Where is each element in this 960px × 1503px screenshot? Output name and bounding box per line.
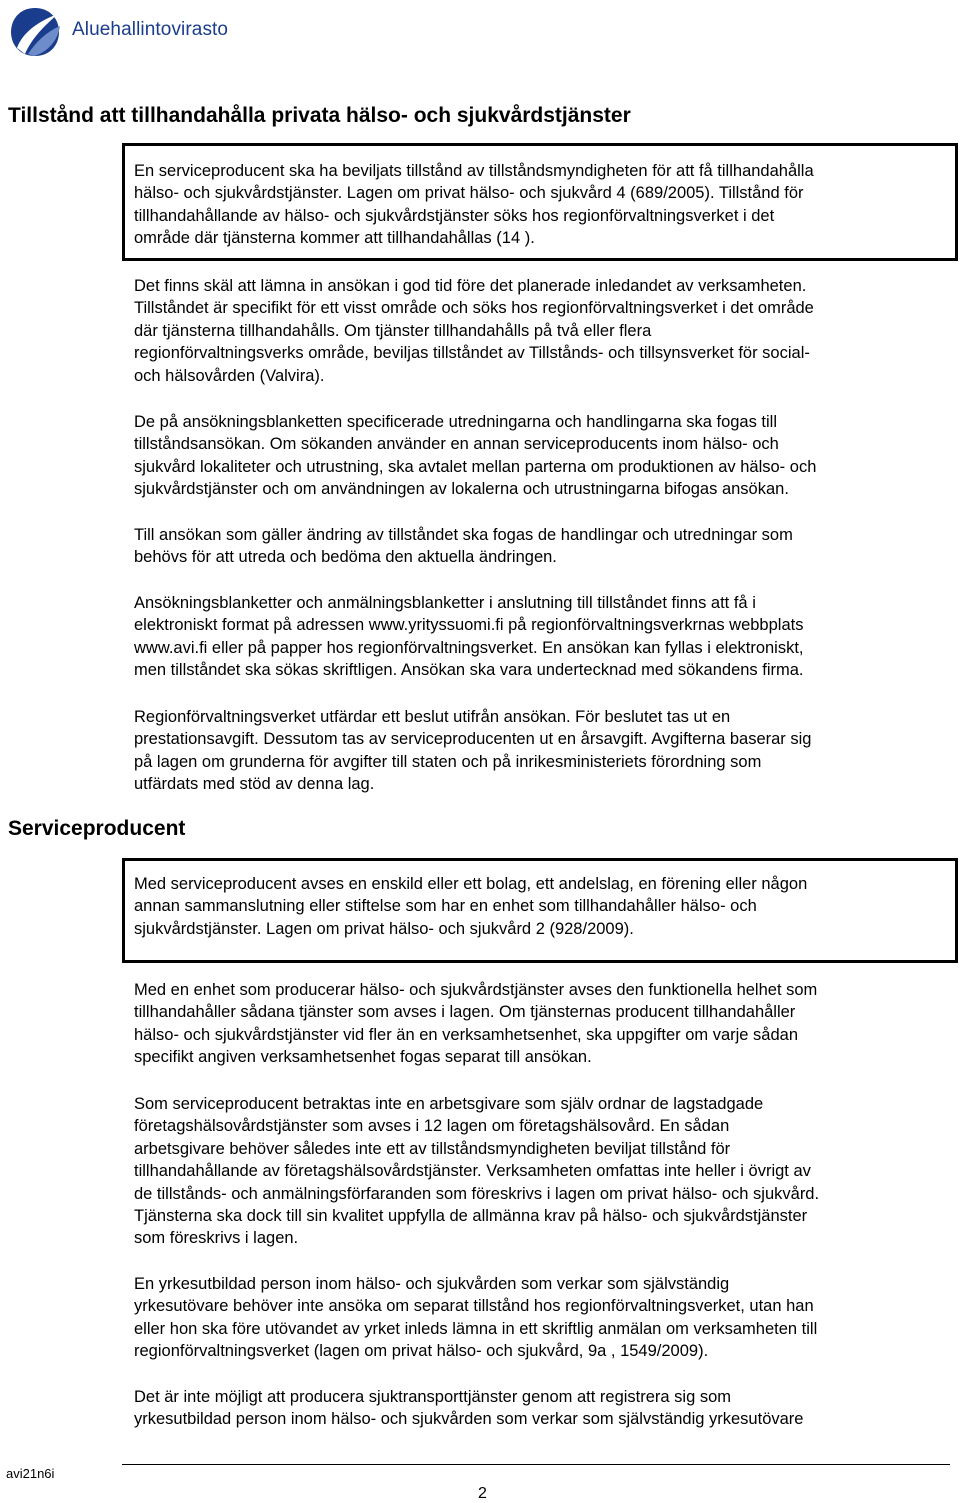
text-line: Regionförvaltningsverket utfärdar ett beslut utifrån ansökan. För beslutet tas ut en [134, 708, 731, 726]
text-line: behövs för att utreda och bedöma den aktuella ändringen. [134, 548, 557, 567]
text-line: utfärdats med stöd av denna lag. [134, 775, 375, 794]
text-line: specifikt angiven verksamhetsenhet fogas separat till ansökan. [134, 1048, 592, 1067]
paragraph-application-timing [134, 275, 814, 387]
text-line: hälso- och sjukvårdstjänster. Lagen om privat hälso- och sjukvård 4 (689/2005). Tillstånd för [134, 184, 804, 203]
text-line: där tjänsterna tillhandahålls. Om tjänster tillhandahålls på två eller flera [134, 321, 652, 340]
text-line: område där tjänsterna kommer att tillhandahållas (14 ). [134, 229, 535, 248]
text-line: tillhandahållande av företagshälsovårdstjänster. Verksamheten omfattas inte heller i övrigt av [134, 1162, 811, 1181]
permit-requirement-text [134, 160, 814, 250]
text-line: www.avi.fi eller på papper hos regionförvaltningsverket. En ansökan kan fyllas i elektroniskt, [134, 638, 804, 657]
paragraph-unit-definition [134, 979, 817, 1069]
text-line: de tillstånds- och anmälningsförfaranden som föreskrivs i lagen om privat hälso- och sjukvård. [134, 1184, 820, 1203]
text-line: tillhandahåller sådana tjänster som avses i lagen. Om tjänsternas producent tillhandahåller [134, 1003, 796, 1022]
agency-logo-icon [8, 6, 62, 58]
text-line: prestationsavgift. Dessutom tas av serviceproducenten ut en årsavgift. Avgifterna baserar sig [134, 730, 812, 749]
text-line: regionförvaltningsverket (lagen om privat hälso- och sjukvård, 9a , 1549/2009). [134, 1342, 709, 1361]
paragraph-change-application [134, 524, 793, 569]
text-line: Tjänsterna ska dock till sin kvalitet uppfylla de allmänna krav på hälso- och sjukvårdstjänster [134, 1207, 808, 1226]
org-name: Aluehallintovirasto [72, 19, 229, 40]
text-line: regionförvaltningsverks område, beviljas tillståndet av Tillstånds- och tillsynsverket för social- [134, 344, 810, 363]
text-line: Med serviceproducent avses en enskild eller ett bolag, ett andelslag, en förening eller någon [134, 875, 808, 893]
text-line: som föreskrivs i lagen. [134, 1229, 299, 1248]
text-line: elektroniskt format på adressen www.yrityssuomi.fi på regionförvaltningsverkrnas webbplats [134, 616, 804, 635]
page-number: 2 [478, 1485, 487, 1502]
text-line: En yrkesutbildad person inom hälso- och sjukvården som verkar som självständig [134, 1275, 730, 1293]
text-line: och hälsovården (Valvira). [134, 366, 325, 385]
text-line: Med en enhet som producerar hälso- och sjukvårdstjänster avses den funktionella helhet som [134, 981, 818, 999]
footer-divider [122, 1464, 950, 1465]
paragraph-attachments [134, 411, 816, 501]
text-line: sjukvård lokaliteter och utrustning, ska avtalet mellan parterna om produktionen av hälso- och [134, 457, 817, 476]
page-title: Tillstånd att tillhandahålla privata hälso- och sjukvårdstjänster [8, 104, 631, 127]
text-line: En serviceproducent ska ha beviljats tillstånd av tillståndsmyndigheten för att få tillhandahålla [134, 162, 814, 180]
text-line: arbetsgivare behöver således inte ett av tillståndsmyndigheten beviljat tillstånd för [134, 1139, 731, 1158]
paragraph-self-employed [134, 1273, 817, 1363]
text-line: tillhandahållande av hälso- och sjukvårdstjänster söks hos regionförvaltningsverket i det [134, 206, 775, 225]
text-line: sjukvårdstjänster. Lagen om privat hälso- och sjukvård 2 (928/2009). [134, 919, 634, 938]
paragraph-fees [134, 706, 811, 796]
text-line: Det är inte möjligt att producera sjuktransporttjänster genom att registrera sig som [134, 1388, 732, 1406]
text-line: men tillståndet ska sökas skriftligen. Ansökan ska vara undertecknad med sökandens firma. [134, 661, 804, 680]
text-line: Ansökningsblanketter och anmälningsblanketter i anslutning till tillståndet finns att få i [134, 594, 756, 612]
text-line: yrkesutbildad person inom hälso- och sjukvården som verkar som självständig yrkesutövare [134, 1410, 804, 1429]
paragraph-ambulance-services [134, 1386, 803, 1431]
text-line: på lagen om grunderna för avgifter till staten och på inrikesministeriets förordning som [134, 752, 762, 771]
text-line: Till ansökan som gäller ändring av tillståndet ska fogas de handlingar och utredningar som [134, 526, 793, 544]
text-line: De på ansökningsblanketten specificerade utredningarna och handlingarna ska fogas till [134, 413, 778, 431]
definition-text [134, 873, 807, 940]
text-line: Tillståndet är specifikt för ett visst område och söks hos regionförvaltningsverket i det område [134, 299, 814, 318]
paragraph-forms [134, 592, 804, 682]
text-line: hälso- och sjukvårdstjänster vid fler än en verksamhetsenhet, ska uppgifter om varje sådan [134, 1025, 799, 1044]
text-line: sjukvårdstjänster och om användningen av lokalerna och utrustningarna bifogas ansökan. [134, 480, 789, 499]
text-line: annan sammanslutning eller stiftelse som har en enhet som tillhandahåller hälso- och [134, 897, 757, 916]
text-line: Som serviceproducent betraktas inte en arbetsgivare som själv ordnar de lagstadgade [134, 1095, 764, 1113]
section-title: Serviceproducent [8, 817, 186, 840]
text-line: tillståndsansökan. Om sökanden använder en annan serviceproducents inom hälso- och [134, 435, 779, 454]
text-line: yrkesutövare behöver inte ansöka om separat tillstånd hos regionförvaltningsverket, utan han [134, 1297, 814, 1316]
text-line: eller hon ska före utövandet av yrket inleds lämna in ett skriftlig anmälan om verksamheten till [134, 1319, 818, 1338]
paragraph-employer-exception [134, 1093, 819, 1250]
text-line: företagshälsovårdstjänster som avses i 12 lagen om företagshälsovård. En sådan [134, 1117, 730, 1136]
org-logo [8, 6, 230, 58]
text-line: Det finns skäl att lämna in ansökan i god tid före det planerade inledandet av verksamheten. [134, 277, 807, 295]
document-code: avi21n6i [6, 1466, 55, 1481]
